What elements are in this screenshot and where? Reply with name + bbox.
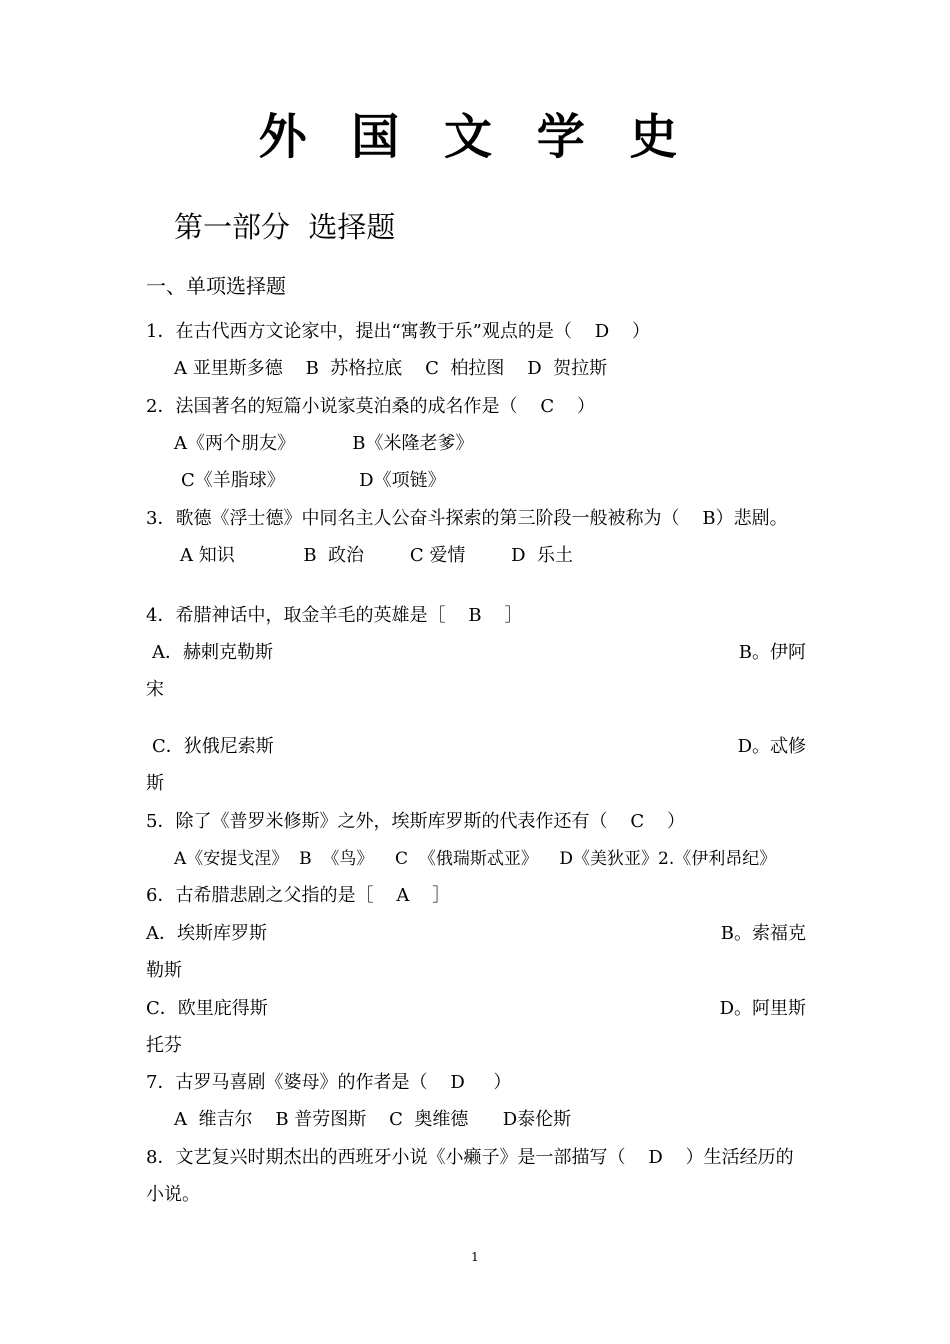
question-6-option-b-continued: 勒斯 bbox=[146, 960, 182, 981]
question-2-options-line1: A《两个朋友》 B《米隆老爹》 bbox=[174, 433, 474, 454]
question-4-option-b: B。伊阿 bbox=[738, 642, 806, 663]
question-3-stem: 3．歌德《浮士德》中同名主人公奋斗探索的第三阶段一般被称为（ B）悲剧。 bbox=[146, 508, 788, 529]
page-number: 1 bbox=[471, 1250, 479, 1264]
question-5-stem: 5．除了《普罗米修斯》之外，埃斯库罗斯的代表作还有（ C ） bbox=[146, 811, 685, 832]
question-4-option-c: C．狄俄尼索斯 bbox=[152, 736, 274, 757]
question-8-stem: 8．文艺复兴时期杰出的西班牙小说《小癞子》是一部描写（ D ）生活经历的 bbox=[146, 1147, 794, 1168]
question-8-stem-continued: 小说。 bbox=[146, 1184, 200, 1205]
question-6-option-a: A．埃斯库罗斯 bbox=[146, 923, 267, 944]
question-4-option-b-continued: 宋 bbox=[146, 679, 164, 700]
question-6-option-c: C．欧里庇得斯 bbox=[146, 998, 268, 1019]
part-heading: 第一部分 选择题 bbox=[174, 210, 396, 244]
question-1-options: A 亚里斯多德 B 苏格拉底 C 柏拉图 D 贺拉斯 bbox=[174, 358, 608, 379]
question-4-option-d-continued: 斯 bbox=[146, 773, 164, 794]
question-2-stem: 2．法国著名的短篇小说家莫泊桑的成名作是（ C ） bbox=[146, 396, 595, 417]
question-4-stem: 4．希腊神话中，取金羊毛的英雄是［ B ］ bbox=[146, 605, 523, 626]
question-2-options-line2: C《羊脂球》 D《项链》 bbox=[181, 470, 446, 491]
question-3-options: A 知识 B 政治 C 爱情 D 乐土 bbox=[180, 545, 573, 566]
section-heading: 一、单项选择题 bbox=[146, 274, 286, 298]
question-5-options: A《安提戈涅》 B 《鸟》 C 《俄瑞斯忒亚》 D《美狄亚》2.《伊利昂纪》 bbox=[174, 849, 777, 869]
question-6-option-d-continued: 托芬 bbox=[146, 1035, 182, 1056]
question-6-stem: 6．古希腊悲剧之父指的是［ A ］ bbox=[146, 885, 451, 906]
question-7-stem: 7．古罗马喜剧《婆母》的作者是（ D ） bbox=[146, 1072, 512, 1093]
question-4-option-d: D。忒修 bbox=[737, 736, 806, 757]
question-4-option-a: A．赫剌克勒斯 bbox=[152, 642, 273, 663]
question-6-option-b: B。索福克 bbox=[720, 923, 806, 944]
question-1-stem: 1．在古代西方文论家中，提出“寓教于乐”观点的是（ D ） bbox=[146, 321, 651, 342]
question-7-options: A 维吉尔 B 普劳图斯 C 奥维德 D泰伦斯 bbox=[174, 1109, 572, 1130]
document-title: 外 国 文 学 史 bbox=[258, 109, 692, 165]
question-6-option-d: D。阿里斯 bbox=[719, 998, 806, 1019]
